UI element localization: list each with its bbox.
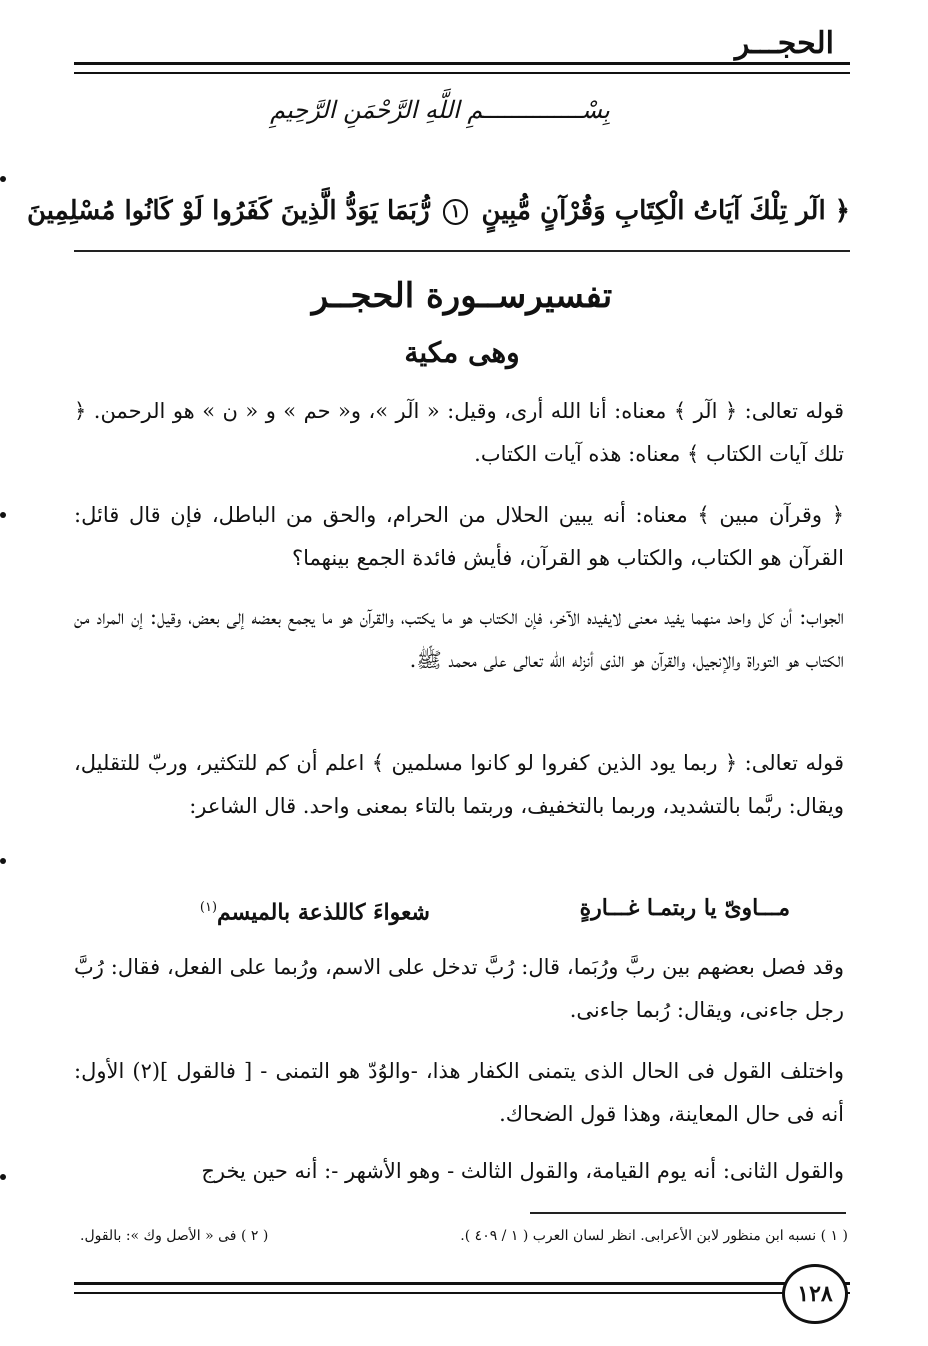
edge-mark <box>0 1174 6 1180</box>
verse-part-1: ﴿ الٓر تِلْكَ آيَاتُ الْكِتَابِ وَقُرْآنٍ مُّبِينٍ <box>481 196 850 226</box>
edge-mark <box>0 512 6 518</box>
poem-hemistich-1: مـــاوىّ يا ربتمـا غـــارةٍ <box>579 895 790 921</box>
sura-subtitle: وهى مكية <box>404 336 520 369</box>
poem-hemistich-2 <box>200 888 430 932</box>
footnote-2: ( ٢ ) فى « الأصل وك »: بالقول. <box>80 1228 269 1244</box>
paragraph-5: وقد فصل بعضهم بين ربَّ ورُبَما، قال: رُبَّ تدخل على الاسم، ورُبما على الفعل، فقال: رُبَّ رجل جاءنى، ويقال: رُبما جاءنى. <box>74 955 844 1022</box>
footnote-separator <box>530 1212 846 1214</box>
edge-mark <box>0 176 6 182</box>
verse-rule <box>74 250 850 252</box>
paragraph-6: واختلف القول فى الحال الذى يتمنى الكفار هذا، -والوُدّ هو التمنى - [ فالقول ](٢) الأول: أنه فى حال المعاينة، وهذا قول الضحاك. <box>74 1059 845 1126</box>
poem-hemistich-2-text: شعواءَ كاللذعة بالميسم <box>217 899 430 926</box>
paragraph-2: ﴿ وقرآن مبين ﴾ معناه: أنه يبين الحلال من الحرام، والحق من الباطل، فإن قال قائل: القرآن هو الكتاب، والكتاب هو القرآن، فأيش فائدة الجمع بينهما؟ <box>74 503 844 570</box>
header-rule <box>74 62 850 74</box>
footer-rule <box>74 1282 850 1294</box>
footnote-ref-1: (١) <box>199 900 218 915</box>
edge-mark <box>0 858 6 864</box>
basmala: بِسْــــــــــــــمِ اللَّهِ الرَّحْمَنِ الرَّحِيمِ <box>270 96 610 124</box>
footnote-1: ( ١ ) نسبه ابن منظور لابن الأعرابى. انظر لسان العرب ( ١ / ٤٠٩ ). <box>460 1228 848 1244</box>
running-title: الحجـــر <box>734 26 834 61</box>
paragraph-7: والقول الثانى: أنه يوم القيامة، والقول الثالث - وهو الأشهر -: أنه حين يخرج <box>201 1159 844 1183</box>
page-number-badge: ١٢٨ <box>782 1264 848 1324</box>
paragraph-4: قوله تعالى: ﴿ ربما يود الذين كفروا لو كانوا مسلمين ﴾ اعلم أن كم للتكثير، وربّ للتقليل، ويقال: ربَّما بالتشديد، وربما بالتخفيف، وربتما بالتاء بمعنى واحد. قال الشاعر: <box>74 751 844 818</box>
verse-part-2: رُّبَمَا يَوَدُّ الَّذِينَ كَفَرُوا لَوْ كَانُوا مُسْلِمِينَ <box>27 196 430 226</box>
paragraph-3: الجواب: أن كل واحد منهما يفيد معنى لايفيده الآخر، فإن الكتاب هو ما يكتب، والقرآن هو ما يجمع بعضه إلى بعض، وقيل: إن المراد من الكتاب هو التوراة والإنجيل، والقرآن هو الذى أنزله الله تعالى على محمد ﷺ. <box>74 605 844 672</box>
ayah-number-marker: ١ <box>443 199 469 225</box>
paragraph-1: قوله تعالى: ﴿ الٓر ﴾ معناه: أنا الله أرى، وقيل: « الٓر »، و« حم » و « ن » هو الرحمن. ﴿ تلك آيات الكتاب ﴾ معناه: هذه آيات الكتاب. <box>74 399 844 466</box>
quran-verse <box>27 186 850 236</box>
sura-title: تفسيرســورة الحجــر <box>311 276 613 316</box>
poem-verse <box>74 888 850 928</box>
